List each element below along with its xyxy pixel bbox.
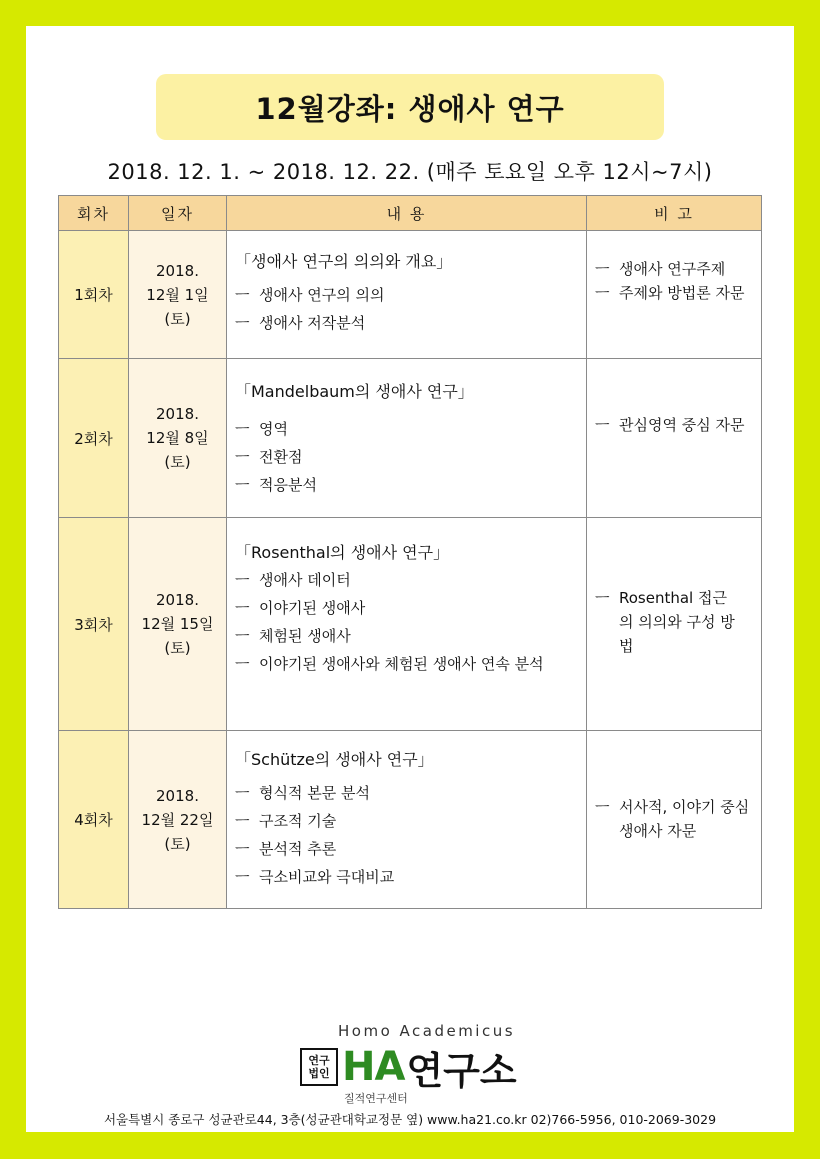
brand-logo (300, 1044, 517, 1093)
table-row (59, 231, 762, 359)
item-text: 극소비교와 극대비교 (259, 868, 395, 886)
header-notes: 비 고 (587, 196, 762, 231)
table-row (59, 518, 762, 731)
brand-ha: HA (342, 1044, 405, 1090)
date-day: 12월 1일 (146, 285, 209, 304)
table-row (59, 731, 762, 909)
item-text: 분석적 추론 (259, 840, 337, 858)
date-year: 2018. (156, 261, 199, 280)
date-cell (129, 359, 227, 518)
date-weekday: (토) (164, 639, 191, 657)
date-weekday: (토) (164, 834, 191, 853)
list-item (235, 807, 578, 835)
brand-tagline: Homo Academicus (338, 1022, 516, 1040)
brand-subtitle: 질적연구센터 (344, 1092, 408, 1105)
date-year: 2018. (156, 591, 199, 609)
page-title: 12월강좌: 생애사 연구 (255, 91, 565, 126)
session-cell: 2회차 (59, 359, 129, 518)
topic-title: 「Mandelbaum의 생애사 연구」 (235, 382, 474, 401)
item-text: 적응분석 (259, 476, 317, 494)
item-text: 생애사 연구의 의의 (259, 286, 385, 304)
date-day: 12월 22일 (141, 810, 214, 829)
date-cell (129, 518, 227, 731)
note-text: 관심영역 중심 자문 (619, 416, 745, 434)
item-text: 형식적 본문 분석 (259, 784, 370, 802)
note-text: 생애사 연구주제 (619, 260, 726, 278)
dash-marker: ㅡ (595, 260, 610, 278)
date-cell (129, 231, 227, 359)
content-cell (227, 359, 587, 518)
note-item (595, 281, 753, 305)
dash-marker: ㅡ (235, 868, 250, 886)
header-date: 일자 (129, 196, 227, 231)
item-text: 생애사 저작분석 (259, 314, 366, 332)
topic-title: 「생애사 연구의 의의와 개요」 (235, 252, 453, 271)
notes-cell (587, 731, 762, 909)
dash-marker: ㅡ (235, 420, 250, 438)
list-item (235, 622, 578, 650)
list-item (235, 566, 578, 594)
brand-name: 연구소 (406, 1048, 517, 1093)
dash-marker: ㅡ (235, 448, 250, 466)
note-item (595, 413, 753, 437)
note-item (595, 795, 753, 843)
header-session: 회차 (59, 196, 129, 231)
date-year: 2018. (156, 405, 199, 423)
dash-marker: ㅡ (235, 784, 250, 802)
dash-marker: ㅡ (235, 655, 250, 673)
content-cell (227, 518, 587, 731)
table-header-row (59, 196, 762, 231)
date-day: 12월 8일 (146, 429, 209, 447)
dash-marker: ㅡ (235, 599, 250, 617)
item-text: 구조적 기술 (259, 812, 337, 830)
badge-line-2: 법인 (308, 1067, 330, 1080)
dash-marker: ㅡ (235, 314, 250, 332)
date-cell (129, 731, 227, 909)
item-text: 이야기된 생애사와 체험된 생애사 연속 분석 (259, 655, 544, 673)
session-cell: 1회차 (59, 231, 129, 359)
note-text: 서사적, 이야기 중심 생애사 자문 (619, 798, 750, 840)
dash-marker: ㅡ (595, 798, 610, 816)
list-item (235, 594, 578, 622)
date-weekday: (토) (164, 453, 191, 471)
date-day: 12월 15일 (141, 615, 214, 633)
header-content: 내 용 (227, 196, 587, 231)
dash-marker: ㅡ (595, 416, 610, 434)
table-row (59, 359, 762, 518)
notes-cell (587, 231, 762, 359)
content-cell (227, 231, 587, 359)
list-item (235, 281, 578, 309)
topic-title: 「Schütze의 생애사 연구」 (235, 750, 434, 769)
note-text: 주제와 방법론 자문 (619, 284, 745, 302)
dash-marker: ㅡ (235, 476, 250, 494)
brand-badge (300, 1048, 338, 1086)
dash-marker: ㅡ (235, 627, 250, 645)
item-text: 체험된 생애사 (259, 627, 351, 645)
list-item (235, 471, 578, 499)
item-text: 영역 (259, 420, 288, 438)
dash-marker: ㅡ (235, 286, 250, 304)
note-item (595, 257, 753, 281)
dash-marker: ㅡ (235, 812, 250, 830)
list-item (235, 863, 578, 891)
notes-cell (587, 518, 762, 731)
date-range: 2018. 12. 1. ~ 2018. 12. 22. (매주 토요일 오후 12시~7시) (107, 160, 713, 184)
footer-contact: 서울특별시 종로구 성균관로44, 3층(성균관대학교정문 옆) www.ha21.co.kr 02)766-5956, 010-2069-3029 (103, 1112, 717, 1127)
list-item (235, 779, 578, 807)
item-text: 생애사 데이터 (259, 571, 351, 589)
dash-marker: ㅡ (235, 840, 250, 858)
date-weekday: (토) (164, 309, 191, 328)
schedule-table (58, 195, 762, 909)
list-item (235, 443, 578, 471)
notes-cell (587, 359, 762, 518)
badge-line-1: 연구 (308, 1054, 330, 1067)
session-cell: 4회차 (59, 731, 129, 909)
content-cell (227, 731, 587, 909)
session-cell: 3회차 (59, 518, 129, 731)
list-item (235, 415, 578, 443)
topic-title: 「Rosenthal의 생애사 연구」 (235, 543, 450, 562)
list-item (235, 650, 578, 678)
list-item (235, 309, 578, 337)
dash-marker: ㅡ (235, 571, 250, 589)
item-text: 전환점 (259, 448, 303, 466)
dash-marker: ㅡ (595, 589, 610, 607)
date-year: 2018. (156, 786, 199, 805)
title-banner (156, 74, 664, 140)
list-item (235, 835, 578, 863)
dash-marker: ㅡ (595, 284, 610, 302)
note-item (595, 586, 753, 658)
item-text: 이야기된 생애사 (259, 599, 366, 617)
note-text: Rosenthal 접근의 의의와 구성 방법 (619, 589, 735, 655)
flyer-page (26, 26, 794, 1132)
